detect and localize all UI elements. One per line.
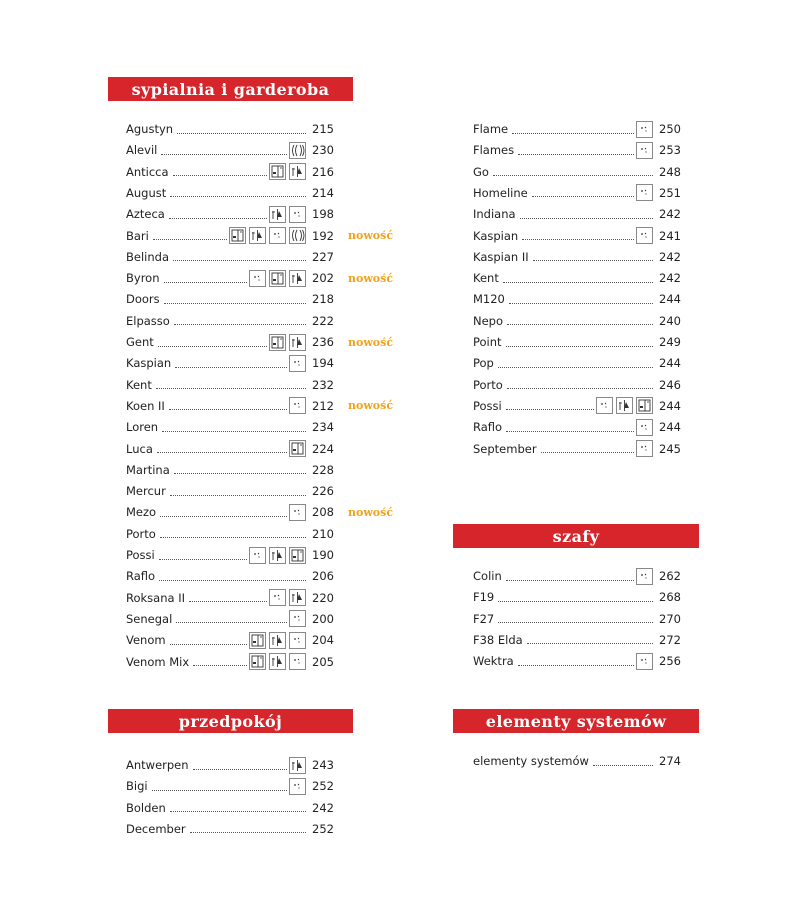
item-name: Porto bbox=[473, 377, 503, 392]
page-number: 208 bbox=[312, 505, 334, 520]
page-number: 242 bbox=[312, 800, 334, 815]
item-name: Roksana II bbox=[126, 590, 185, 605]
page-number: 204 bbox=[312, 633, 334, 648]
icon-group bbox=[229, 227, 306, 244]
item-name: Bigi bbox=[126, 779, 148, 794]
page-number: 205 bbox=[312, 654, 334, 669]
item-name: Loren bbox=[126, 420, 159, 435]
list-item[interactable] bbox=[126, 820, 334, 838]
dot-leader bbox=[193, 769, 287, 770]
list-item[interactable] bbox=[473, 120, 681, 138]
wardrobe-icon bbox=[249, 632, 266, 649]
star-icon bbox=[636, 121, 653, 138]
item-name: Homeline bbox=[473, 185, 528, 200]
dot-leader bbox=[509, 303, 653, 304]
page-number: 252 bbox=[312, 821, 334, 836]
dot-leader bbox=[170, 644, 247, 645]
list-item[interactable] bbox=[473, 418, 681, 436]
item-name: Kaspian bbox=[126, 356, 172, 371]
list-item[interactable] bbox=[473, 141, 681, 159]
page-number: 202 bbox=[312, 271, 334, 286]
page-number: 234 bbox=[312, 420, 334, 435]
dot-leader bbox=[158, 346, 267, 347]
dot-leader bbox=[498, 601, 653, 602]
item-name: F38 Elda bbox=[473, 632, 523, 647]
dot-leader bbox=[174, 473, 306, 474]
page-number: 268 bbox=[659, 590, 681, 605]
item-name: Anticca bbox=[126, 164, 169, 179]
page-number: 216 bbox=[312, 164, 334, 179]
dot-leader bbox=[159, 559, 247, 560]
item-name: F27 bbox=[473, 611, 495, 626]
page-number: 218 bbox=[312, 292, 334, 307]
icon-group bbox=[249, 632, 306, 649]
dot-leader bbox=[160, 516, 287, 517]
dot-leader bbox=[189, 601, 267, 602]
list-item[interactable] bbox=[126, 163, 334, 181]
hanger-icon bbox=[616, 397, 633, 414]
section-header-bedroom: sypialnia i garderoba bbox=[108, 77, 353, 101]
list-item[interactable] bbox=[126, 354, 334, 372]
icon-group bbox=[289, 142, 306, 159]
star-icon bbox=[636, 419, 653, 436]
list-item[interactable] bbox=[126, 333, 394, 351]
page-number: 200 bbox=[312, 611, 334, 626]
icon-group bbox=[636, 142, 653, 159]
star-icon bbox=[636, 142, 653, 159]
page-number: 224 bbox=[312, 441, 334, 456]
icon-group bbox=[636, 568, 653, 585]
icon-group bbox=[269, 163, 306, 180]
star-icon bbox=[636, 440, 653, 457]
list-item[interactable] bbox=[126, 120, 334, 138]
icon-group bbox=[636, 121, 653, 138]
icon-group bbox=[636, 227, 653, 244]
star-icon bbox=[289, 653, 306, 670]
item-name: Gent bbox=[126, 335, 154, 349]
item-name: August bbox=[126, 185, 167, 200]
list-item[interactable] bbox=[126, 777, 334, 795]
list-item[interactable] bbox=[473, 440, 681, 458]
item-name: Byron bbox=[126, 271, 160, 286]
icon-group bbox=[289, 440, 306, 457]
dot-leader bbox=[170, 495, 306, 496]
list-item[interactable] bbox=[473, 588, 681, 606]
wardrobe-icon bbox=[269, 163, 286, 180]
star-icon bbox=[636, 653, 653, 670]
icon-group bbox=[289, 778, 306, 795]
page-number: 274 bbox=[659, 754, 681, 768]
new-badge: nowość bbox=[348, 271, 394, 285]
hanger-icon bbox=[269, 547, 286, 564]
star-icon bbox=[289, 206, 306, 223]
wave-icon bbox=[289, 142, 306, 159]
item-name: Raflo bbox=[126, 569, 156, 584]
dot-leader bbox=[512, 133, 634, 134]
dot-leader bbox=[169, 218, 267, 219]
dot-leader bbox=[175, 367, 287, 368]
item-name: Belinda bbox=[126, 249, 169, 264]
list-item[interactable] bbox=[473, 354, 681, 372]
list-item[interactable] bbox=[126, 376, 334, 394]
page-number: 270 bbox=[659, 611, 681, 626]
hanger-icon bbox=[269, 653, 286, 670]
dot-leader bbox=[503, 282, 653, 283]
item-name: Kaspian bbox=[473, 228, 519, 243]
list-item[interactable] bbox=[126, 397, 394, 415]
page-number: 227 bbox=[312, 249, 334, 264]
item-name: elementy systemów bbox=[473, 754, 589, 768]
item-name: Porto bbox=[126, 526, 156, 541]
dot-leader bbox=[506, 431, 634, 432]
page-number: 249 bbox=[659, 335, 681, 349]
list-item[interactable] bbox=[126, 184, 334, 202]
dot-leader bbox=[164, 282, 248, 283]
page-number: 244 bbox=[659, 420, 681, 435]
page-number: 244 bbox=[659, 398, 681, 413]
dot-leader bbox=[493, 175, 653, 176]
dot-leader bbox=[498, 622, 653, 623]
wardrobe-icon bbox=[289, 547, 306, 564]
dot-leader bbox=[173, 175, 267, 176]
item-name: Antwerpen bbox=[126, 758, 189, 772]
list-item[interactable] bbox=[473, 227, 681, 245]
icon-group bbox=[269, 334, 306, 351]
icon-group bbox=[636, 440, 653, 457]
star-icon bbox=[289, 355, 306, 372]
page-number: 215 bbox=[312, 122, 334, 136]
star-icon bbox=[269, 227, 286, 244]
item-name: Indiana bbox=[473, 207, 516, 222]
list-item[interactable] bbox=[126, 312, 334, 330]
new-badge: nowość bbox=[348, 229, 394, 242]
item-name: September bbox=[473, 441, 537, 456]
item-name: Martina bbox=[126, 462, 170, 477]
wardrobe-icon bbox=[269, 334, 286, 351]
list-item[interactable] bbox=[473, 567, 681, 585]
page-number: 230 bbox=[312, 143, 334, 158]
dot-leader bbox=[518, 154, 634, 155]
page-number: 250 bbox=[659, 122, 681, 136]
item-name: Kaspian II bbox=[473, 249, 529, 264]
list-item[interactable] bbox=[473, 610, 681, 628]
dot-leader bbox=[507, 388, 653, 389]
item-name: Mercur bbox=[126, 484, 166, 499]
new-badge: nowość bbox=[348, 399, 394, 413]
star-icon bbox=[636, 568, 653, 585]
star-icon bbox=[289, 632, 306, 649]
list-item[interactable] bbox=[126, 141, 334, 159]
dot-leader bbox=[153, 239, 227, 240]
list-item[interactable] bbox=[473, 205, 681, 223]
star-icon bbox=[249, 547, 266, 564]
item-name: December bbox=[126, 821, 186, 836]
page-number: 241 bbox=[659, 228, 681, 243]
dot-leader bbox=[173, 260, 306, 261]
list-item[interactable] bbox=[126, 205, 334, 223]
list-item[interactable] bbox=[473, 312, 681, 330]
list-item[interactable] bbox=[126, 503, 394, 521]
page-number: 245 bbox=[659, 441, 681, 456]
star-icon bbox=[289, 504, 306, 521]
item-name: Raflo bbox=[473, 420, 503, 435]
list-item[interactable] bbox=[126, 589, 334, 607]
page-number: 251 bbox=[659, 185, 681, 200]
list-item[interactable] bbox=[126, 440, 334, 458]
page-number: 252 bbox=[312, 779, 334, 794]
list-item[interactable] bbox=[473, 376, 681, 394]
list-item[interactable] bbox=[473, 631, 681, 649]
wardrobe-icon bbox=[269, 270, 286, 287]
icon-group bbox=[636, 184, 653, 201]
list-item[interactable] bbox=[473, 184, 681, 202]
list-item[interactable] bbox=[126, 756, 334, 774]
list-item[interactable] bbox=[126, 269, 394, 287]
item-name: Venom Mix bbox=[126, 654, 190, 669]
list-item[interactable] bbox=[473, 752, 681, 770]
item-name: Elpasso bbox=[126, 313, 170, 328]
dot-leader bbox=[190, 832, 306, 833]
page-number: 226 bbox=[312, 484, 334, 499]
list-item[interactable] bbox=[473, 652, 681, 670]
item-name: Go bbox=[473, 164, 489, 179]
dot-leader bbox=[518, 665, 634, 666]
page-number: 243 bbox=[312, 758, 334, 772]
icon-group bbox=[269, 589, 306, 606]
list-item[interactable] bbox=[126, 248, 334, 266]
list-item[interactable] bbox=[473, 333, 681, 351]
icon-group bbox=[249, 547, 306, 564]
star-icon bbox=[636, 184, 653, 201]
section-header-wardrobes: szafy bbox=[453, 524, 699, 548]
icon-group bbox=[289, 610, 306, 627]
item-name: Wektra bbox=[473, 654, 514, 669]
dot-leader bbox=[152, 790, 287, 791]
dot-leader bbox=[160, 537, 306, 538]
page-number: 242 bbox=[659, 207, 681, 222]
page-number: 198 bbox=[312, 207, 334, 222]
list-item[interactable] bbox=[473, 290, 681, 308]
star-icon bbox=[289, 610, 306, 627]
page-number: 194 bbox=[312, 356, 334, 371]
list-item[interactable] bbox=[126, 653, 334, 671]
dot-leader bbox=[164, 303, 306, 304]
star-icon bbox=[596, 397, 613, 414]
hanger-icon bbox=[289, 270, 306, 287]
page-number: 272 bbox=[659, 632, 681, 647]
page-number: 253 bbox=[659, 143, 681, 158]
star-icon bbox=[289, 397, 306, 414]
page-number: 210 bbox=[312, 526, 334, 541]
page-number: 242 bbox=[659, 271, 681, 286]
page-number: 248 bbox=[659, 164, 681, 179]
item-name: Alevil bbox=[126, 143, 158, 158]
dot-leader bbox=[541, 452, 634, 453]
dot-leader bbox=[506, 580, 634, 581]
hanger-icon bbox=[289, 163, 306, 180]
page-number: 212 bbox=[312, 398, 334, 413]
dot-leader bbox=[156, 388, 306, 389]
list-item[interactable] bbox=[126, 290, 334, 308]
dot-leader bbox=[170, 196, 306, 197]
item-name: Venom bbox=[126, 633, 166, 648]
list-item[interactable] bbox=[126, 461, 334, 479]
item-name: Nepo bbox=[473, 313, 504, 328]
dot-leader bbox=[177, 133, 306, 134]
dot-leader bbox=[506, 409, 594, 410]
list-item[interactable] bbox=[473, 397, 681, 415]
dot-leader bbox=[593, 765, 653, 766]
page-number: 240 bbox=[659, 313, 681, 328]
dot-leader bbox=[161, 154, 287, 155]
list-item[interactable] bbox=[126, 418, 334, 436]
dot-leader bbox=[520, 218, 653, 219]
list-item[interactable] bbox=[126, 525, 334, 543]
hanger-icon bbox=[269, 632, 286, 649]
dot-leader bbox=[159, 580, 306, 581]
item-name: F19 bbox=[473, 590, 495, 605]
hanger-icon bbox=[289, 334, 306, 351]
page-number: 232 bbox=[312, 377, 334, 392]
list-item[interactable] bbox=[126, 631, 334, 649]
icon-group bbox=[289, 504, 306, 521]
star-icon bbox=[249, 270, 266, 287]
page-number: 214 bbox=[312, 185, 334, 200]
icon-group bbox=[269, 206, 306, 223]
item-name: Mezo bbox=[126, 505, 157, 520]
dot-leader bbox=[533, 260, 653, 261]
dot-leader bbox=[176, 622, 287, 623]
hanger-icon bbox=[289, 757, 306, 774]
item-name: M120 bbox=[473, 292, 505, 307]
new-badge: nowość bbox=[348, 335, 394, 349]
page-number: 220 bbox=[312, 590, 334, 605]
page-number: 244 bbox=[659, 292, 681, 307]
item-name: Possi bbox=[126, 548, 155, 562]
page-number: 242 bbox=[659, 249, 681, 264]
wardrobe-icon bbox=[289, 440, 306, 457]
hanger-icon bbox=[269, 206, 286, 223]
dot-leader bbox=[169, 409, 287, 410]
wave-icon bbox=[289, 227, 306, 244]
dot-leader bbox=[507, 324, 653, 325]
dot-leader bbox=[527, 643, 653, 644]
hanger-icon bbox=[289, 589, 306, 606]
dot-leader bbox=[532, 196, 634, 197]
item-name: Bolden bbox=[126, 800, 166, 815]
dot-leader bbox=[170, 811, 306, 812]
item-name: Kent bbox=[126, 377, 152, 392]
dot-leader bbox=[157, 452, 287, 453]
list-item[interactable] bbox=[126, 227, 394, 245]
item-name: Luca bbox=[126, 441, 153, 456]
star-icon bbox=[636, 227, 653, 244]
icon-group bbox=[636, 419, 653, 436]
item-name: Kent bbox=[473, 271, 499, 286]
page-number: 262 bbox=[659, 569, 681, 583]
icon-group bbox=[636, 653, 653, 670]
list-item[interactable] bbox=[126, 610, 334, 628]
item-name: Bari bbox=[126, 228, 149, 243]
page-number: 222 bbox=[312, 313, 334, 328]
item-name: Azteca bbox=[126, 207, 165, 222]
list-item[interactable] bbox=[126, 799, 334, 817]
item-name: Flame bbox=[473, 122, 509, 136]
list-item[interactable] bbox=[126, 546, 334, 564]
page-number: 228 bbox=[312, 462, 334, 477]
item-name: Koen II bbox=[126, 398, 165, 413]
page-number: 236 bbox=[312, 335, 334, 349]
dot-leader bbox=[162, 431, 306, 432]
list-item[interactable] bbox=[126, 482, 334, 500]
star-icon bbox=[269, 589, 286, 606]
page-number: 246 bbox=[659, 377, 681, 392]
page-number: 206 bbox=[312, 569, 334, 584]
list-item[interactable] bbox=[473, 269, 681, 287]
page-number: 244 bbox=[659, 356, 681, 371]
dot-leader bbox=[193, 665, 247, 666]
item-name: Possi bbox=[473, 398, 502, 413]
star-icon bbox=[289, 778, 306, 795]
list-item[interactable] bbox=[473, 248, 681, 266]
icon-group bbox=[289, 397, 306, 414]
dot-leader bbox=[498, 367, 653, 368]
item-name: Flames bbox=[473, 143, 515, 158]
item-name: Senegal bbox=[126, 611, 173, 626]
icon-group bbox=[596, 397, 653, 414]
page-number: 192 bbox=[312, 228, 334, 243]
wardrobe-icon bbox=[229, 227, 246, 244]
item-name: Agustyn bbox=[126, 122, 174, 136]
page-number: 190 bbox=[312, 548, 334, 562]
dot-leader bbox=[506, 346, 653, 347]
wardrobe-icon bbox=[249, 653, 266, 670]
new-badge: nowość bbox=[348, 505, 394, 519]
item-name: Doors bbox=[126, 292, 160, 307]
list-item[interactable] bbox=[473, 163, 681, 181]
list-item[interactable] bbox=[126, 567, 334, 585]
item-name: Pop bbox=[473, 356, 494, 371]
dot-leader bbox=[522, 239, 634, 240]
icon-group bbox=[249, 653, 306, 670]
item-name: Point bbox=[473, 335, 502, 349]
icon-group bbox=[289, 757, 306, 774]
wardrobe-icon bbox=[636, 397, 653, 414]
hanger-icon bbox=[249, 227, 266, 244]
section-header-system: elementy systemów bbox=[453, 709, 699, 733]
page-number: 256 bbox=[659, 654, 681, 669]
icon-group bbox=[289, 355, 306, 372]
dot-leader bbox=[174, 324, 306, 325]
icon-group bbox=[249, 270, 306, 287]
section-header-hallway: przedpokój bbox=[108, 709, 353, 733]
item-name: Colin bbox=[473, 569, 502, 583]
